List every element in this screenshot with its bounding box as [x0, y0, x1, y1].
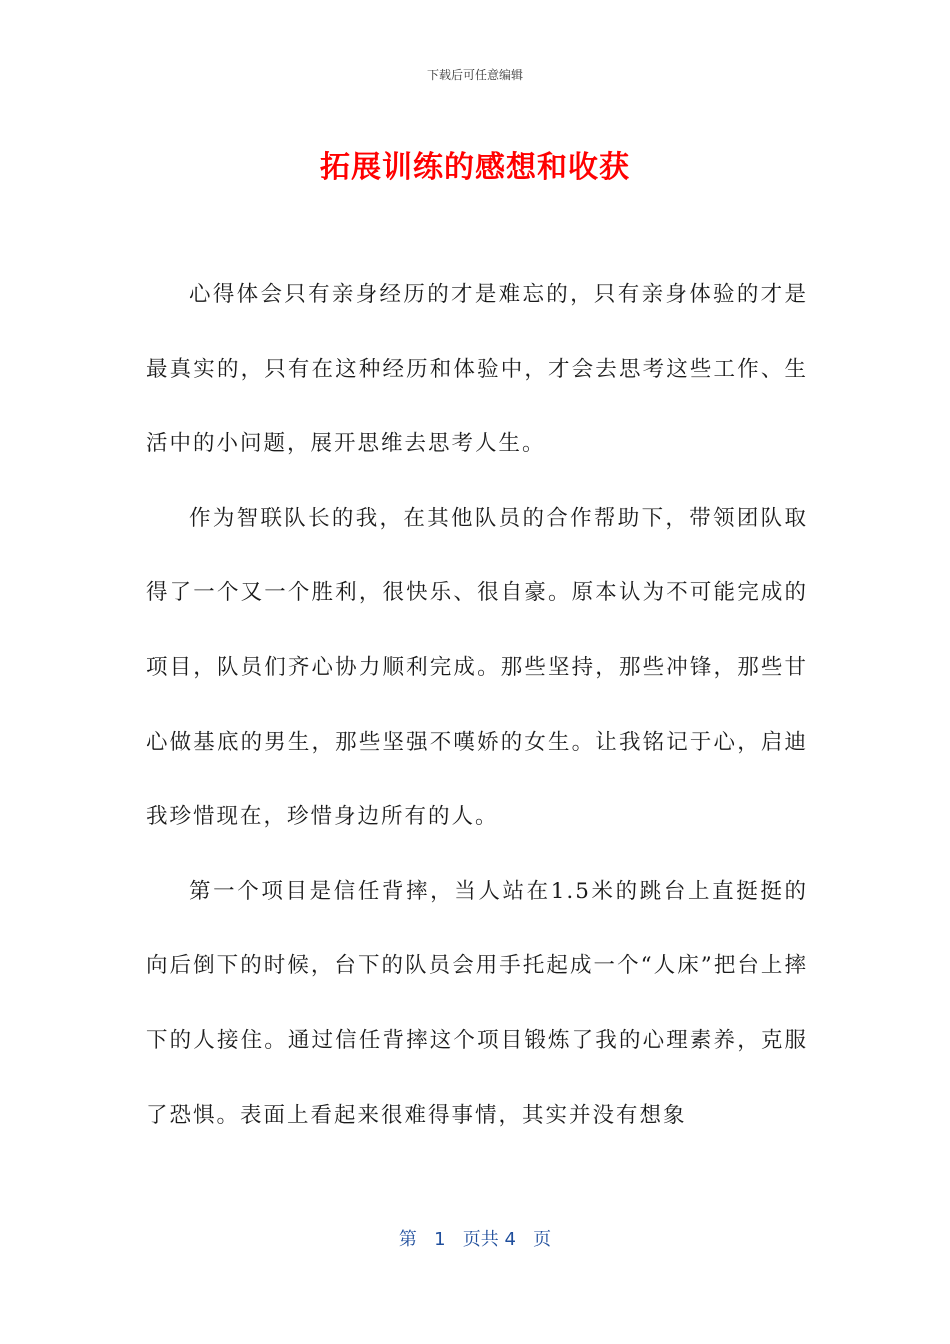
paragraph-1: 心得体会只有亲身经历的才是难忘的，只有亲身体验的才是最真实的，只有在这种经历和体验中，才会去思考这些工作、生活中的小问题，展开思维去思考人生。 — [146, 282, 808, 457]
paragraph-2: 作为智联队长的我，在其他队员的合作帮助下，带领团队取得了一个又一个胜利，很快乐、很自豪。原本认为不可能完成的项目，队员们齐心协力顺利完成。那些坚持，那些冲锋，那些甘心做基底的男生，那些坚强不嘆娇的女生。让我铭记于心，启迪我珍惜现在，珍惜身边所有的人。 — [146, 505, 808, 830]
document-body — [146, 258, 808, 1153]
footer-label-total: 页共 — [462, 1229, 499, 1250]
footer-current-page: 1 — [434, 1229, 446, 1250]
footer-total-pages: 4 — [504, 1229, 516, 1250]
document-title: 拓展训练的感想和收获 — [320, 150, 630, 185]
footer-label-page: 第 — [398, 1229, 417, 1250]
paragraph-3: 第一个项目是信任背摔，当人站在1.5米的跳台上直挺挺的向后倒下的时候，台下的队员会用手托起成一个“人床”把台上摔下的人接住。通过信任背摔这个项目锻炼了我的心理素养，克服了恐惧。表面上看起来很难得事情，其实并没有想象 — [146, 878, 808, 1128]
page-footer — [0, 1225, 950, 1251]
footer-label-end: 页 — [533, 1229, 552, 1250]
header-note: 下载后可任意编辑 — [426, 68, 523, 82]
